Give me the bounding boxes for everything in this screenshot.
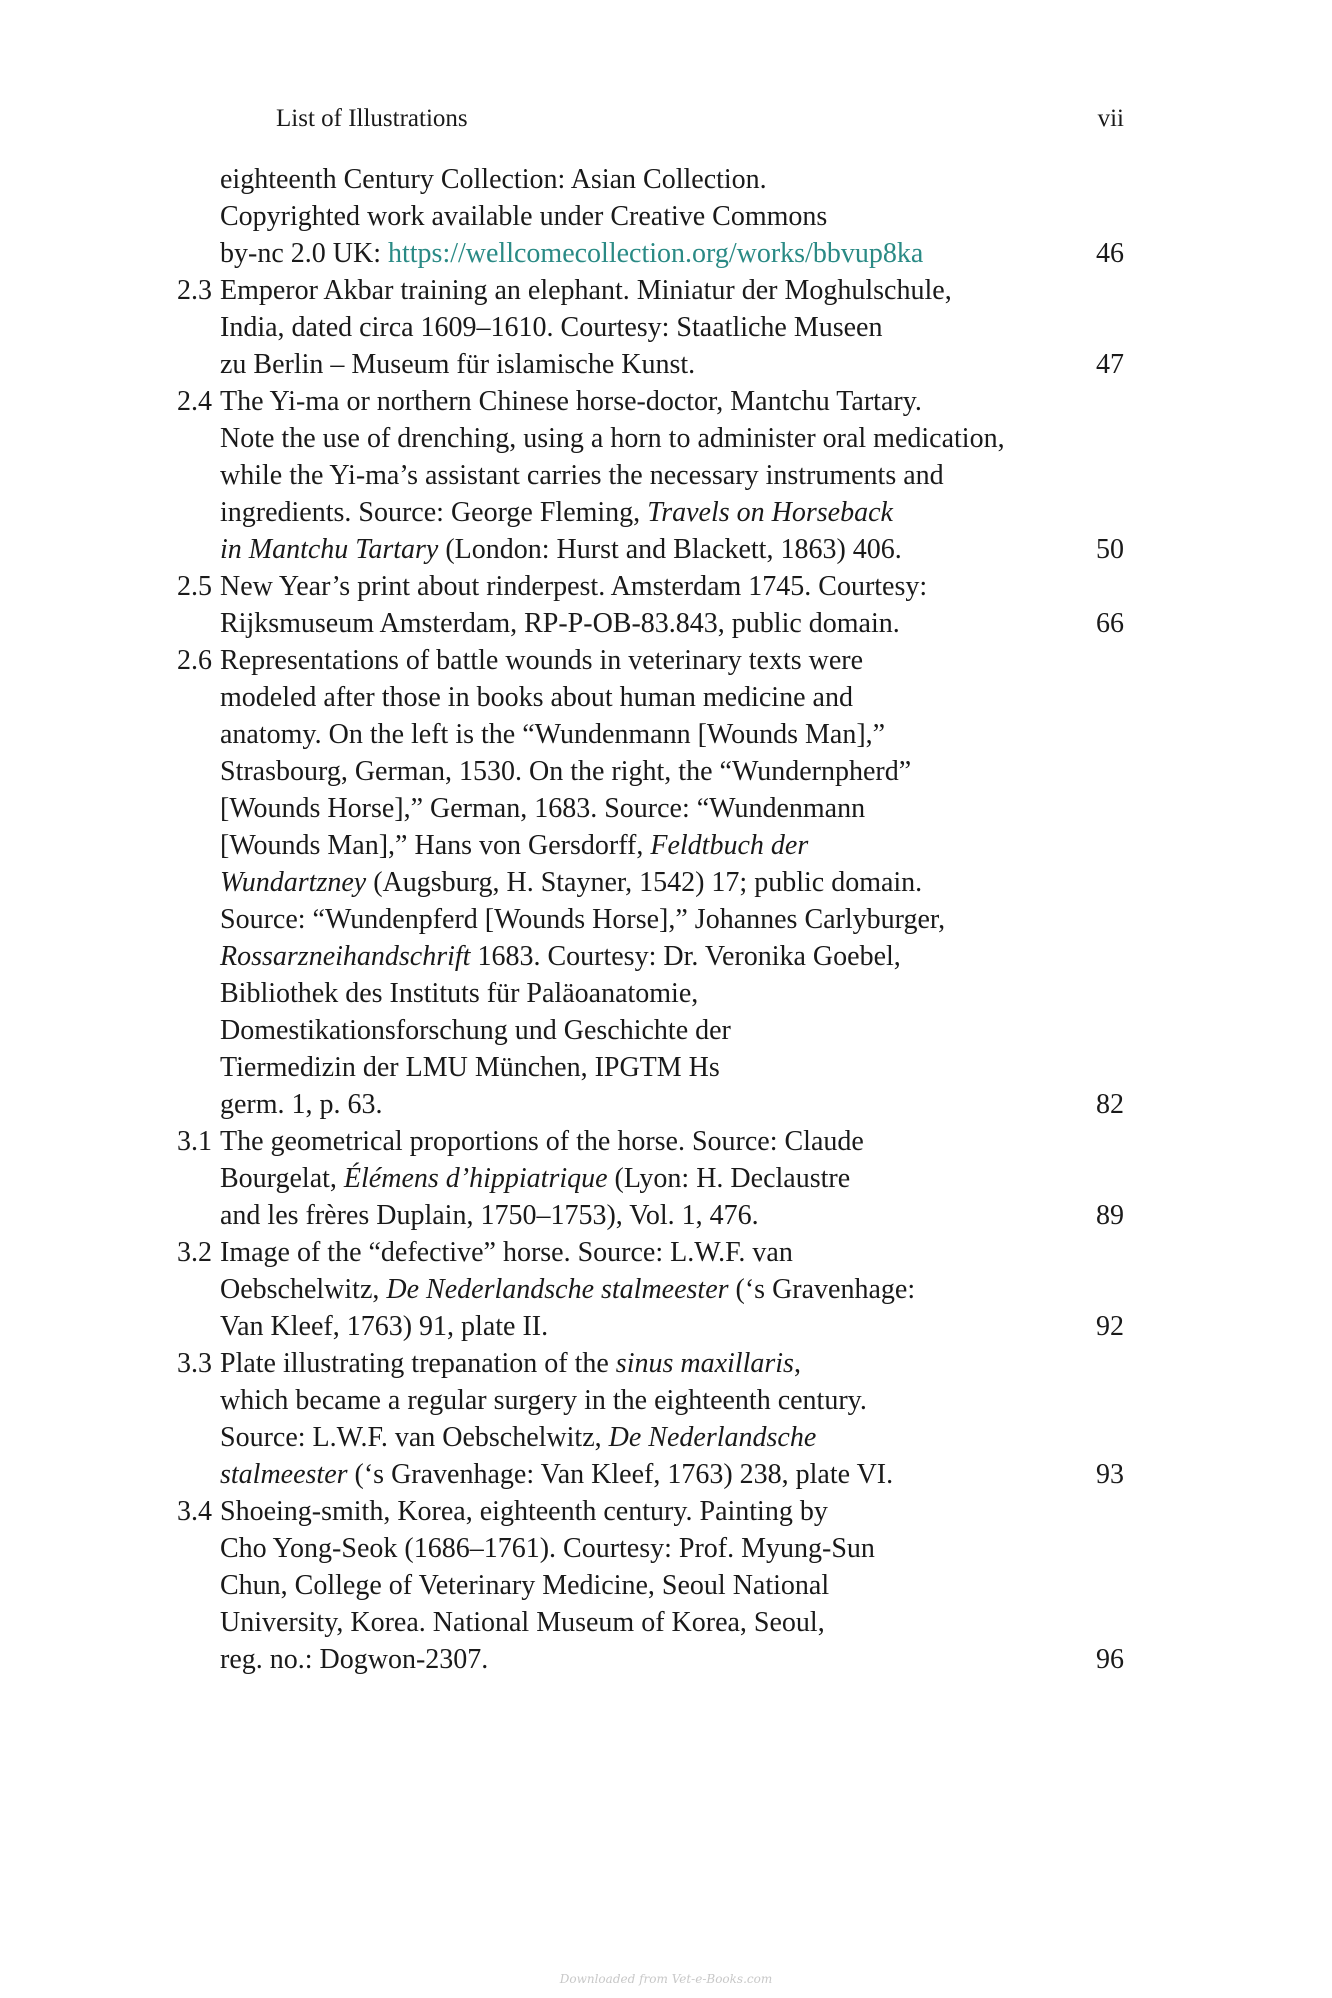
entry-page-number: 89: [1096, 1200, 1124, 1231]
entry-caption-line: [220, 1604, 1060, 1641]
illustration-entry: [160, 568, 1124, 642]
page-number: vii: [1097, 105, 1124, 132]
caption-text: (Augsburg, H. Stayner, 1542) 17; public domain.: [366, 867, 923, 898]
italic-title: Élémens d’hippiatrique: [343, 1163, 608, 1194]
entry-page-number: 50: [1096, 534, 1124, 565]
entry-caption-line: [220, 1086, 1060, 1123]
caption-text: Van Kleef, 1763) 91, plate II.: [220, 1311, 549, 1342]
entry-page-number: 46: [1096, 238, 1124, 269]
entry-number: 2.5: [177, 571, 212, 602]
caption-text: The Yi-ma or northern Chinese horse-doctor, Mantchu Tartary.: [220, 386, 922, 417]
illustration-entry: [160, 1123, 1124, 1234]
entry-page-number: 82: [1096, 1089, 1124, 1120]
entry-caption-line: [220, 1012, 1060, 1049]
caption-text: Rijksmuseum Amsterdam, RP-P-OB-83.843, public domain.: [220, 608, 900, 639]
entry-caption-line: [220, 1641, 1060, 1678]
illustration-list: [160, 161, 1124, 1678]
italic-title: Wundartzney: [220, 867, 367, 898]
caption-text: Image of the “defective” horse. Source: L.W.F. van: [220, 1237, 793, 1268]
entry-caption-line: [220, 1382, 1060, 1419]
caption-text: University, Korea. National Museum of Korea, Seoul,: [220, 1607, 825, 1638]
caption-text: India, dated circa 1609–1610. Courtesy: Staatliche Museen: [220, 312, 883, 343]
caption-text: Copyrighted work available under Creative Commons: [220, 201, 828, 232]
entry-caption-line: [220, 272, 1060, 309]
entry-page-number: 66: [1096, 608, 1124, 639]
caption-text: New Year’s print about rinderpest. Amsterdam 1745. Courtesy:: [220, 571, 928, 602]
entry-caption-line: [220, 1493, 1060, 1530]
entry-caption-line: [220, 161, 1060, 198]
caption-text: Source: L.W.F. van Oebschelwitz,: [220, 1422, 609, 1453]
entry-caption-line: [220, 235, 1060, 272]
entry-caption-line: [220, 938, 1060, 975]
entry-caption-line: [220, 753, 1060, 790]
entry-number: 2.3: [177, 275, 212, 306]
caption-text: Bourgelat,: [220, 1163, 344, 1194]
italic-title: De Nederlandsche: [608, 1422, 817, 1453]
running-head-title: List of Illustrations: [276, 105, 468, 132]
caption-text: and les frères Duplain, 1750–1753), Vol. 1, 476.: [220, 1200, 759, 1231]
entry-caption-line: [220, 420, 1060, 457]
italic-title: Feldtbuch der: [650, 830, 809, 861]
caption-text: (‘s Gravenhage:: [728, 1274, 916, 1305]
entry-caption-line: [220, 1160, 1060, 1197]
entry-caption-line: [220, 383, 1060, 420]
caption-text: Chun, College of Veterinary Medicine, Seoul National: [220, 1570, 830, 1601]
caption-text: The geometrical proportions of the horse. Source: Claude: [220, 1126, 864, 1157]
entry-page-number: 92: [1096, 1311, 1124, 1342]
source-link[interactable]: https://wellcomecollection.org/works/bbvup8ka: [387, 238, 924, 269]
caption-text: ,: [793, 1348, 801, 1379]
caption-text: 1683. Courtesy: Dr. Veronika Goebel,: [470, 941, 901, 972]
illustration-entry: [160, 642, 1124, 1123]
entry-page-number: 96: [1096, 1644, 1124, 1675]
entry-caption-line: [220, 1308, 1060, 1345]
caption-text: ingredients. Source: George Fleming,: [220, 497, 648, 528]
illustration-entry: [160, 383, 1124, 568]
caption-text: anatomy. On the left is the “Wundenmann [Wounds Man],”: [220, 719, 886, 750]
caption-text: Source: “Wundenpferd [Wounds Horse],” Johannes Carlyburger,: [220, 904, 946, 935]
caption-text: (London: Hurst and Blackett, 1863) 406.: [438, 534, 902, 565]
italic-title: Rossarzneihandschrift: [220, 941, 471, 972]
entry-caption-line: [220, 531, 1060, 568]
italic-title: stalmeester: [220, 1459, 348, 1490]
entry-caption-line: [220, 1567, 1060, 1604]
caption-text: [Wounds Horse],” German, 1683. Source: “Wundenmann: [220, 793, 866, 824]
entry-caption-line: [220, 1234, 1060, 1271]
caption-text: germ. 1, p. 63.: [220, 1089, 383, 1120]
entry-page-number: 93: [1096, 1459, 1124, 1490]
entry-number: 2.6: [177, 645, 212, 676]
entry-caption-line: [220, 1123, 1060, 1160]
entry-caption-line: [220, 605, 1060, 642]
caption-text: Strasbourg, German, 1530. On the right, the “Wundernpherd”: [220, 756, 912, 787]
caption-text: Bibliothek des Instituts für Paläoanatomie,: [220, 978, 699, 1009]
entry-number: 3.2: [177, 1237, 212, 1268]
entry-page-number: 47: [1096, 349, 1124, 380]
illustration-entry: [160, 1234, 1124, 1345]
caption-text: Oebschelwitz,: [220, 1274, 387, 1305]
entry-caption-line: [220, 1345, 1060, 1382]
entry-caption-line: [220, 827, 1060, 864]
entry-caption-line: [220, 494, 1060, 531]
entry-number: 3.4: [177, 1496, 212, 1527]
entry-caption-line: [220, 346, 1060, 383]
italic-title: sinus maxillaris: [615, 1348, 794, 1379]
download-watermark: Downloaded from Vet-e-Books.com: [559, 1972, 773, 1986]
caption-text: while the Yi-ma’s assistant carries the necessary instruments and: [220, 460, 944, 491]
entry-caption-line: [220, 679, 1060, 716]
entry-caption-line: [220, 642, 1060, 679]
entry-number: 3.1: [177, 1126, 212, 1157]
illustration-entry: [160, 1345, 1124, 1493]
caption-text: Plate illustrating trepanation of the: [220, 1348, 616, 1379]
caption-text: (‘s Gravenhage: Van Kleef, 1763) 238, plate VI.: [347, 1459, 894, 1490]
entry-caption-line: [220, 309, 1060, 346]
entry-caption-line: [220, 568, 1060, 605]
caption-text: Representations of battle wounds in veterinary texts were: [220, 645, 864, 676]
illustration-entry: [160, 1493, 1124, 1678]
entry-caption-line: [220, 1271, 1060, 1308]
entry-caption-line: [220, 1197, 1060, 1234]
caption-text: reg. no.: Dogwon-2307.: [220, 1644, 489, 1675]
entry-caption-line: [220, 975, 1060, 1012]
caption-text: Emperor Akbar training an elephant. Miniatur der Moghulschule,: [220, 275, 952, 306]
caption-text: [Wounds Man],” Hans von Gersdorff,: [220, 830, 651, 861]
entry-caption-line: [220, 716, 1060, 753]
entry-caption-line: [220, 864, 1060, 901]
caption-text: eighteenth Century Collection: Asian Collection.: [220, 164, 767, 195]
caption-text: Shoeing-smith, Korea, eighteenth century. Painting by: [220, 1496, 828, 1527]
italic-title: Travels on Horseback: [647, 497, 893, 528]
italic-title: De Nederlandsche stalmeester: [386, 1274, 729, 1305]
caption-text: modeled after those in books about human medicine and: [220, 682, 853, 713]
entry-number: 2.4: [177, 386, 212, 417]
entry-caption-line: [220, 1419, 1060, 1456]
caption-text: Tiermedizin der LMU München, IPGTM Hs: [220, 1052, 720, 1083]
entry-caption-line: [220, 198, 1060, 235]
entry-caption-line: [220, 901, 1060, 938]
caption-text: Cho Yong-Seok (1686–1761). Courtesy: Prof. Myung-Sun: [220, 1533, 875, 1564]
caption-text: which became a regular surgery in the eighteenth century.: [220, 1385, 867, 1416]
illustration-entry: [160, 272, 1124, 383]
caption-text: Domestikationsforschung und Geschichte der: [220, 1015, 731, 1046]
caption-text: zu Berlin – Museum für islamische Kunst.: [220, 349, 696, 380]
italic-title: in Mantchu Tartary: [220, 534, 439, 565]
caption-text: Note the use of drenching, using a horn to administer oral medication,: [220, 423, 1005, 454]
entry-caption-line: [220, 457, 1060, 494]
caption-text: (Lyon: H. Declaustre: [607, 1163, 851, 1194]
entry-caption-line: [220, 1530, 1060, 1567]
entry-caption-line: [220, 1049, 1060, 1086]
illustration-entry: [160, 161, 1124, 272]
caption-text: by-nc 2.0 UK:: [220, 238, 388, 269]
entry-number: 3.3: [177, 1348, 212, 1379]
entry-caption-line: [220, 790, 1060, 827]
entry-caption-line: [220, 1456, 1060, 1493]
